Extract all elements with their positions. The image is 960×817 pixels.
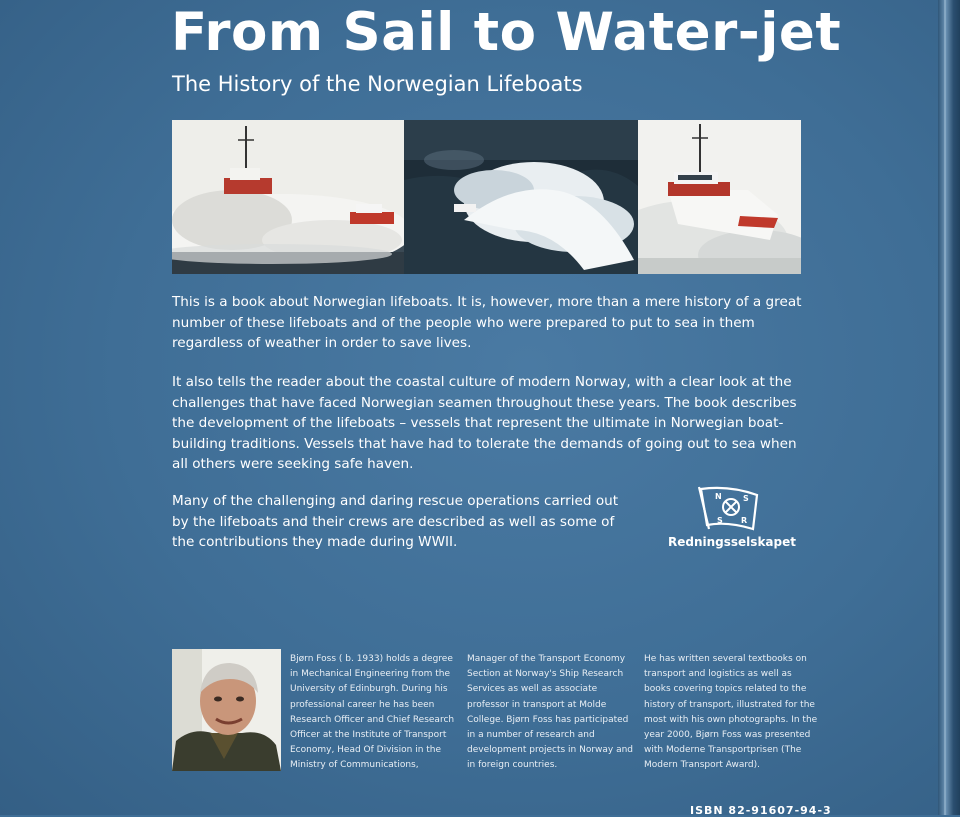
book-subtitle: The History of the Norwegian Lifeboats	[172, 72, 583, 96]
logo-name: Redningsselskapet	[668, 535, 796, 549]
author-photo	[172, 649, 281, 771]
flag-letter-s1: S	[743, 494, 749, 503]
flag-icon	[697, 485, 761, 531]
flag-letter-n: N	[715, 492, 722, 501]
flag-letter-r: R	[741, 516, 748, 525]
lifeboat-photo-right	[638, 120, 801, 274]
author-bio-column-2: Manager of the Transport Economy Section at Norway's Ship Research Services as well as associate professor in transport at Molde College. Bjørn Foss has participated in a number of research and development projects in Norway and in foreign countries.	[467, 654, 634, 771]
flag-letter-s2: S	[717, 516, 723, 525]
author-bio-column-1: Bjørn Foss ( b. 1933) holds a degree in Mechanical Engineering from the University of Edinburgh. During his professional career he has been Research Officer and Chief Research Officer at the Institute of Transport Economy, Head Of Division in the Ministry of Communications,	[290, 654, 455, 771]
book-title: From Sail to Water-jet	[171, 2, 842, 63]
isbn-number: ISBN 82-91607-94-3	[690, 804, 832, 817]
description-paragraph-1: This is a book about Norwegian lifeboats. It is, however, more than a mere history of a great number of these lifeboats and of the people who were prepared to put to sea in them regardless of weather in order to save lives.	[172, 294, 802, 351]
book-spine	[938, 0, 960, 815]
lifeboat-photo-left	[172, 120, 404, 274]
redningsselskapet-logo	[668, 485, 796, 555]
wave-photo	[404, 120, 638, 274]
description-paragraph-2: It also tells the reader about the coastal culture of modern Norway, with a clear look at the challenges that have faced Norwegian seamen throughout these years. The book describes the development of the lifeboats – vessels that represent the ultimate in Norwegian boat-building traditions. Vessels that have had to tolerate the demands of going out to sea when all others were seeking safe haven.	[172, 374, 797, 472]
author-bio-column-3: He has written several textbooks on transport and logistics as well as books covering topics related to the history of transport, illustrated for the most with his own photographs. In the year 2000, Bjørn Foss was presented with Moderne Transportprisen (The Modern Transport Award).	[644, 654, 818, 771]
description-paragraph-3: Many of the challenging and daring rescue operations carried out by the lifeboats and their crews are described as well as some of the contributions they made during WWII.	[172, 493, 619, 550]
photo-strip	[172, 120, 801, 274]
spine-edge	[944, 0, 946, 815]
